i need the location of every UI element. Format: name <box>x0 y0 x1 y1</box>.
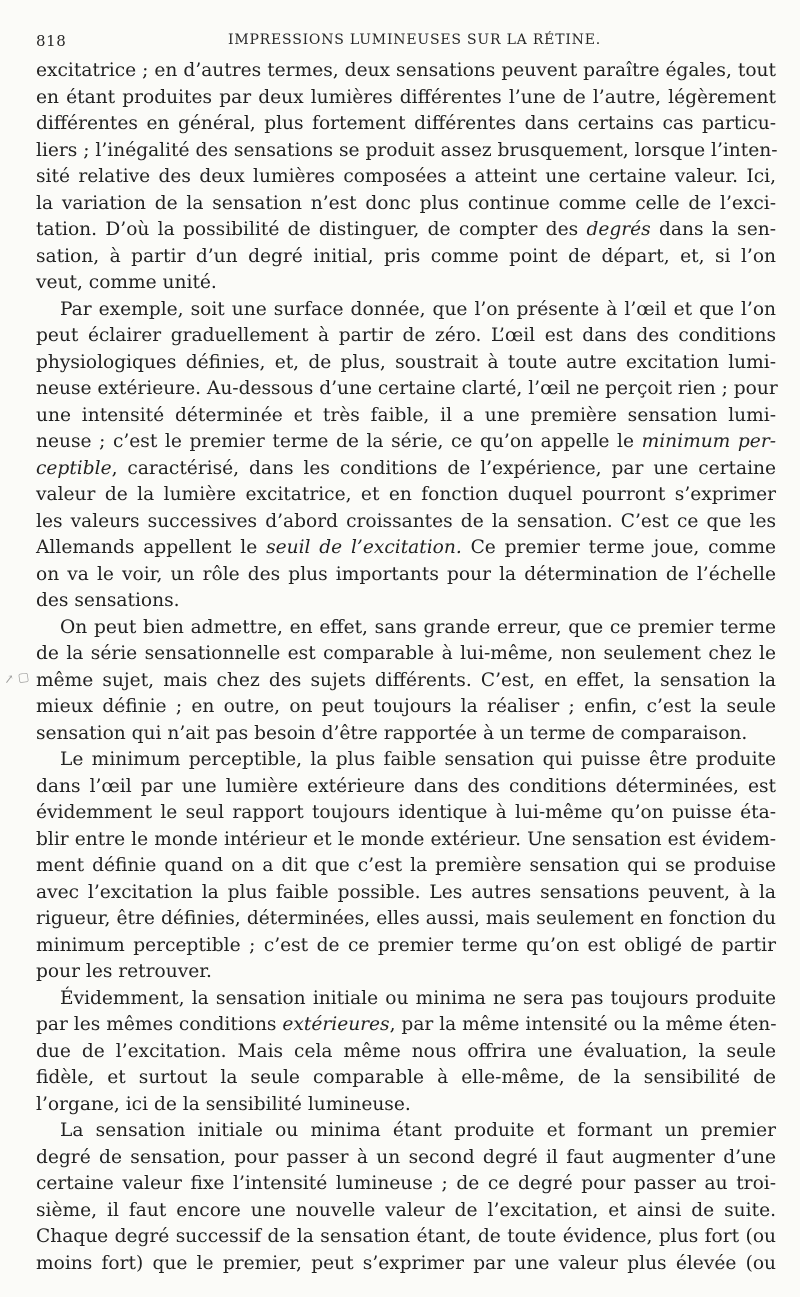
text-line <box>36 456 776 483</box>
text-line: On peut bien admettre, en effet, sans grande erreur, que ce premier terme <box>60 616 776 638</box>
text-line: due de l’excitation. Mais cela même nous offrira une évaluation, la seule <box>36 1040 776 1062</box>
text-line: l’organe, ici de la sensibilité lumineuse. <box>36 1093 411 1115</box>
text-line <box>36 429 776 456</box>
text-line: la variation de la sensation n’est donc plus continue comme celle de l’exci- <box>36 192 776 214</box>
text-line: moins fort) que le premier, peut s’exprimer par une valeur plus élevée (ou <box>36 1252 776 1274</box>
text-line: avec l’excitation la plus faible possible. Les autres sensations peuvent, à la <box>36 881 776 903</box>
italic-term: extérieures <box>282 1014 390 1035</box>
text-line: physiologiques définies, et, de plus, soustrait à toute autre excitation lumi- <box>36 351 776 373</box>
text-line: dans l’œil par une lumière extérieure dans des conditions déterminées, est <box>36 775 776 797</box>
text-line: les valeurs successives d’abord croissantes de la sensation. C’est ce que les <box>36 510 776 532</box>
text-line: on va le voir, un rôle des plus importants pour la détermination de l’échelle <box>36 563 776 585</box>
text-line: Chaque degré successif de la sensation étant, de toute évidence, plus fort (ou <box>36 1226 776 1247</box>
italic-term: minimum per- <box>641 431 776 452</box>
page-number: 818 <box>36 32 67 50</box>
text-line: ment définie quand on a dit que c’est la première sensation qui se produise <box>36 855 776 876</box>
text-line: même sujet, mais chez des sujets différents. C’est, en effet, la sensation la <box>36 669 776 691</box>
text-line: excitatrice ; en d’autres termes, deux sensations peuvent paraître égales, tout <box>36 60 776 81</box>
text-line: liers ; l’inégalité des sensations se produit assez brusquement, lorsque l’inten- <box>36 139 778 161</box>
text-line: pour les retrouver. <box>36 961 212 982</box>
text-line-segment: , caractérisé, dans les conditions de l’expérience, par une certaine <box>111 457 776 479</box>
text-line: Par exemple, soit une surface donnée, que l’on présente à l’œil et que l’on <box>60 298 776 320</box>
text-line: veut, comme unité. <box>36 272 217 293</box>
text-line: une intensité déterminée et très faible, il a une première sensation lumi- <box>36 404 776 426</box>
italic-term: ceptible <box>36 457 112 479</box>
text-line <box>36 535 776 562</box>
text-line: évidemment le seul rapport toujours identique à lui-même qu’on puisse éta- <box>36 802 776 823</box>
text-line: minimum perceptible ; c’est de ce premier terme qu’on est obligé de partir <box>36 934 776 956</box>
text-line-segment: par les mêmes conditions <box>36 1014 283 1035</box>
text-line <box>36 1012 776 1039</box>
text-line: mieux définie ; en outre, on peut toujours la réaliser ; enfin, c’est la seule <box>36 696 776 717</box>
text-line: sième, il faut encore une nouvelle valeur de l’excitation, et ainsi de suite. <box>36 1199 776 1221</box>
text-line: blir entre le monde intérieur et le monde extérieur. Une sensation est évidem- <box>36 828 776 850</box>
text-line: neuse extérieure. Au-dessous d’une certaine clarté, l’œil ne perçoit rien ; pour <box>36 378 778 399</box>
text-line <box>36 217 776 244</box>
text-line: valeur de la lumière excitatrice, et en fonction duquel pourront s’exprimer <box>36 484 776 505</box>
text-line-segment: tation. D’où la possibilité de distinguer, de compter des <box>36 219 587 240</box>
running-title: IMPRESSIONS LUMINEUSES SUR LA RÉTINE. <box>228 32 601 48</box>
text-line: sation, à partir d’un degré initial, pris comme point de départ, et, si l’on <box>36 245 776 267</box>
text-line-segment: , par la même intensité ou la même éten- <box>389 1014 777 1035</box>
text-line: peut éclairer graduellement à partir de zéro. L’œil est dans des conditions <box>36 325 776 346</box>
text-line: sité relative des deux lumières composées a atteint une certaine valeur. Ici, <box>36 166 776 187</box>
body-text <box>36 58 776 1277</box>
handwritten-margin-note: ↗ ▢ <box>3 669 31 687</box>
running-head <box>36 28 776 56</box>
text-line: des sensations. <box>36 590 180 611</box>
text-line-segment: Ce premier terme joue, comme <box>461 537 776 558</box>
text-line: en étant produites par deux lumières différentes l’une de l’autre, légèrement <box>36 86 776 108</box>
text-line: fidèle, et surtout la seule comparable à elle-même, de la sensibilité de <box>36 1067 776 1088</box>
text-line-segment: Allemands appellent le <box>36 537 267 558</box>
italic-term: seuil de l’excitation. <box>266 537 462 558</box>
text-line-segment: dans la sen- <box>650 219 776 240</box>
text-line: degré de sensation, pour passer à un second degré il faut augmenter d’une <box>36 1146 776 1168</box>
text-line: différentes en général, plus fortement différentes dans certains cas particu- <box>36 113 776 134</box>
italic-term: degrés <box>586 219 651 240</box>
text-line: de la série sensationnelle est comparable à lui-même, non seulement chez le <box>36 643 776 664</box>
text-line: rigueur, être définies, déterminées, elles aussi, mais seulement en fonction du <box>36 908 776 929</box>
text-line-segment: neuse ; c’est le premier terme de la série, ce qu’on appelle le <box>36 431 642 452</box>
text-line: Le minimum perceptible, la plus faible sensation qui puisse être produite <box>60 749 776 770</box>
text-line: sensation qui n’ait pas besoin d’être rapportée à un terme de comparaison. <box>36 722 748 744</box>
text-line: La sensation initiale ou minima étant produite et formant un premier <box>60 1120 776 1141</box>
text-line: Évidemment, la sensation initiale ou minima ne sera pas toujours produite <box>60 987 776 1009</box>
text-line: certaine valeur fixe l’intensité lumineuse ; de ce degré pour passer au troi- <box>36 1173 776 1194</box>
